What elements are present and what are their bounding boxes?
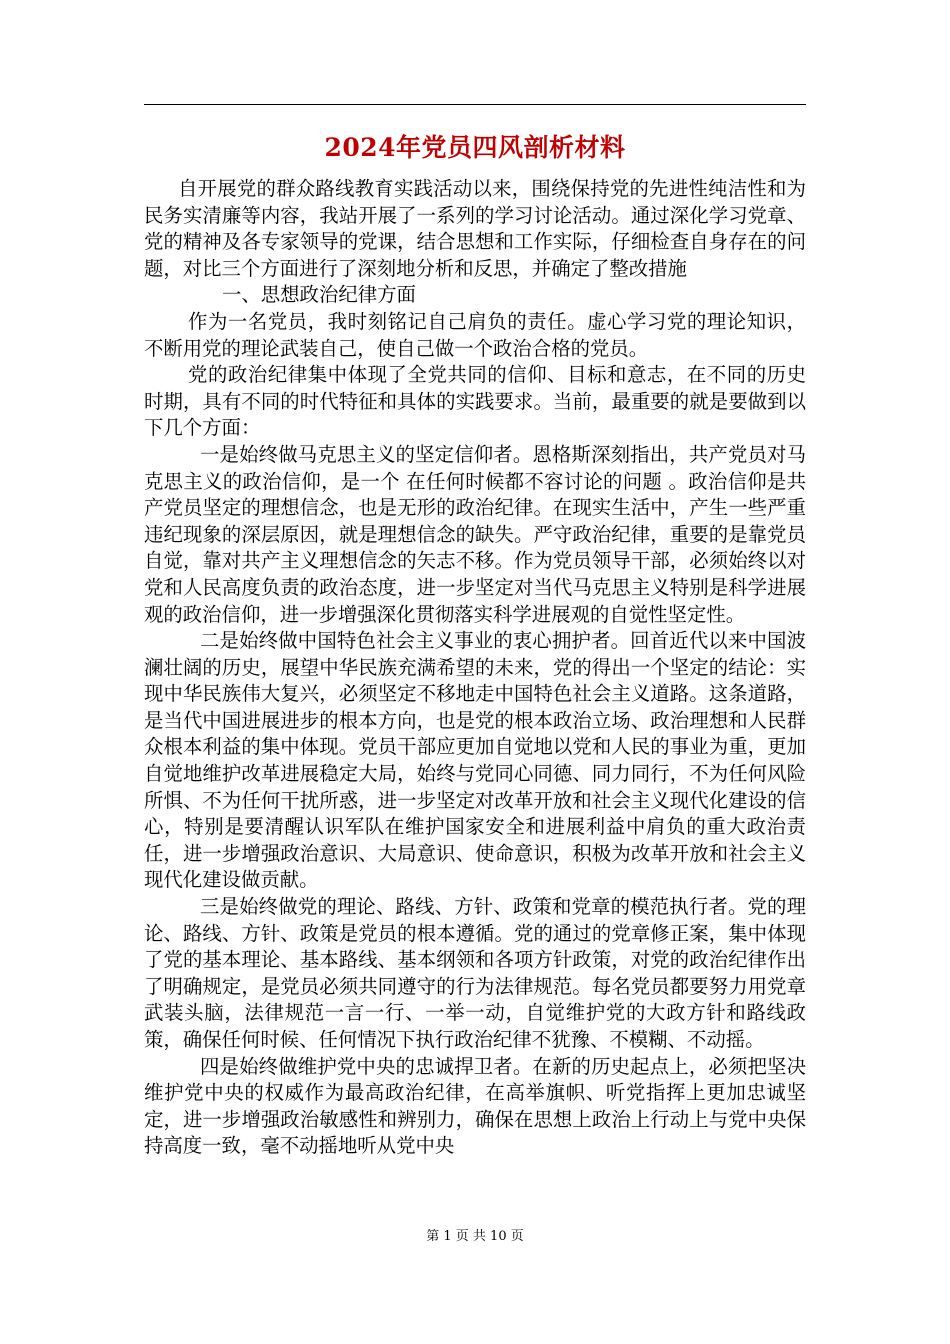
paragraph-point-two: 二是始终做中国特色社会主义事业的衷心拥护者。回首近代以来中国波澜壮阔的历史，展望中华民族充满希望的未来，党的得出一个坚定的结论：实现中华民族伟大复兴，必须坚定不移地走中国特色社会主义道路。这条道路，是当代中国进展进步的根本方向，也是党的根本政治立场、政治理想和人民群众根本利益的集中体现。党员干部应更加自觉地以党和人民的事业为重，更加自觉地维护改革进展稳定大局，始终与党同心同德、同力同行，不为任何风险所惧、不为任何干扰所惑，进一步坚定对改革开放和社会主义现代化建设的信心，特别是要清醒认识军队在维护国家安全和进展利益中肩负的重大政治责任，进一步增强政治意识、大局意识、使命意识，积极为改革开放和社会主义现代化建设做贡献。 (144, 629, 806, 892)
paragraph-point-one: 一是始终做马克思主义的坚定信仰者。恩格斯深刻指出，共产党员对马克思主义的政治信仰，是一个 在任何时候都不容讨论的问题 。政治信仰是共产党员坚定的理想信念，也是无形的政治纪律。在现实生活中，产生一些严重违纪现象的深层原因，就是理想信念的缺失。严守政治纪律，重要的是靠党员自觉，靠对共产主义理想信念的矢志不移。作为党员领导干部，必须始终以对党和人民高度负责的政治态度，进一步坚定对当代马克思主义特别是科学进展观的政治信仰，进一步增强深化贯彻落实科学进展观的自觉性坚定性。 (144, 442, 806, 626)
paragraph-party-member-duty: 作为一名党员，我时刻铭记自己肩负的责任。虚心学习党的理论知识，不断用党的理论武装自己，使自己做一个政治合格的党员。 (144, 309, 806, 360)
paragraph-intro: 自开展党的群众路线教育实践活动以来，围绕保持党的先进性纯洁性和为民务实清廉等内容，我站开展了一系列的学习讨论活动。通过深化学习党章、党的精神及各专家领导的党课，结合思想和工作实际，仔细检查自身存在的问题，对比三个方面进行了深刻地分析和反思，并确定了整改措施 (144, 177, 806, 280)
paragraph-point-three: 三是始终做党的理论、路线、方针、政策和党章的模范执行者。党的理论、路线、方针、政策是党员的根本遵循。党的通过的党章修正案，集中体现了党的基本理论、基本路线、基本纲领和各项方针政策，对党的政治纪律作出了明确规定，是党员必须共同遵守的行为法律规范。每名党员都要努力用党章武装头脑，法律规范一言一行、一举一动，自觉维护党的大政方针和路线政策，确保任何时候、任何情况下执行政治纪律不犹豫、不模糊、不动摇。 (144, 895, 806, 1051)
paragraph-point-four: 四是始终做维护党中央的忠诚捍卫者。在新的历史起点上，必须把坚决维护党中央的权威作为最高政治纪律，在高举旗帜、听党指挥上更加忠诚坚定，进一步增强政治敏感性和辨别力，确保在思想上政治上行动上与党中央保持高度一致，毫不动摇地听从党中央 (144, 1054, 806, 1158)
paragraph-political-discipline: 党的政治纪律集中体现了全党共同的信仰、目标和意志，在不同的历史时期，具有不同的时代特征和具体的实践要求。当前，最重要的就是要做到以下几个方面： (144, 363, 806, 440)
page-footer: 第 1 页 共 10 页 (426, 1229, 524, 1244)
document-body (144, 176, 806, 1160)
section-heading-political-discipline: 一、思想政治纪律方面 (222, 283, 416, 307)
document-title: 2024年党员四风剖析材料 (324, 133, 626, 162)
header-rule (144, 104, 806, 105)
